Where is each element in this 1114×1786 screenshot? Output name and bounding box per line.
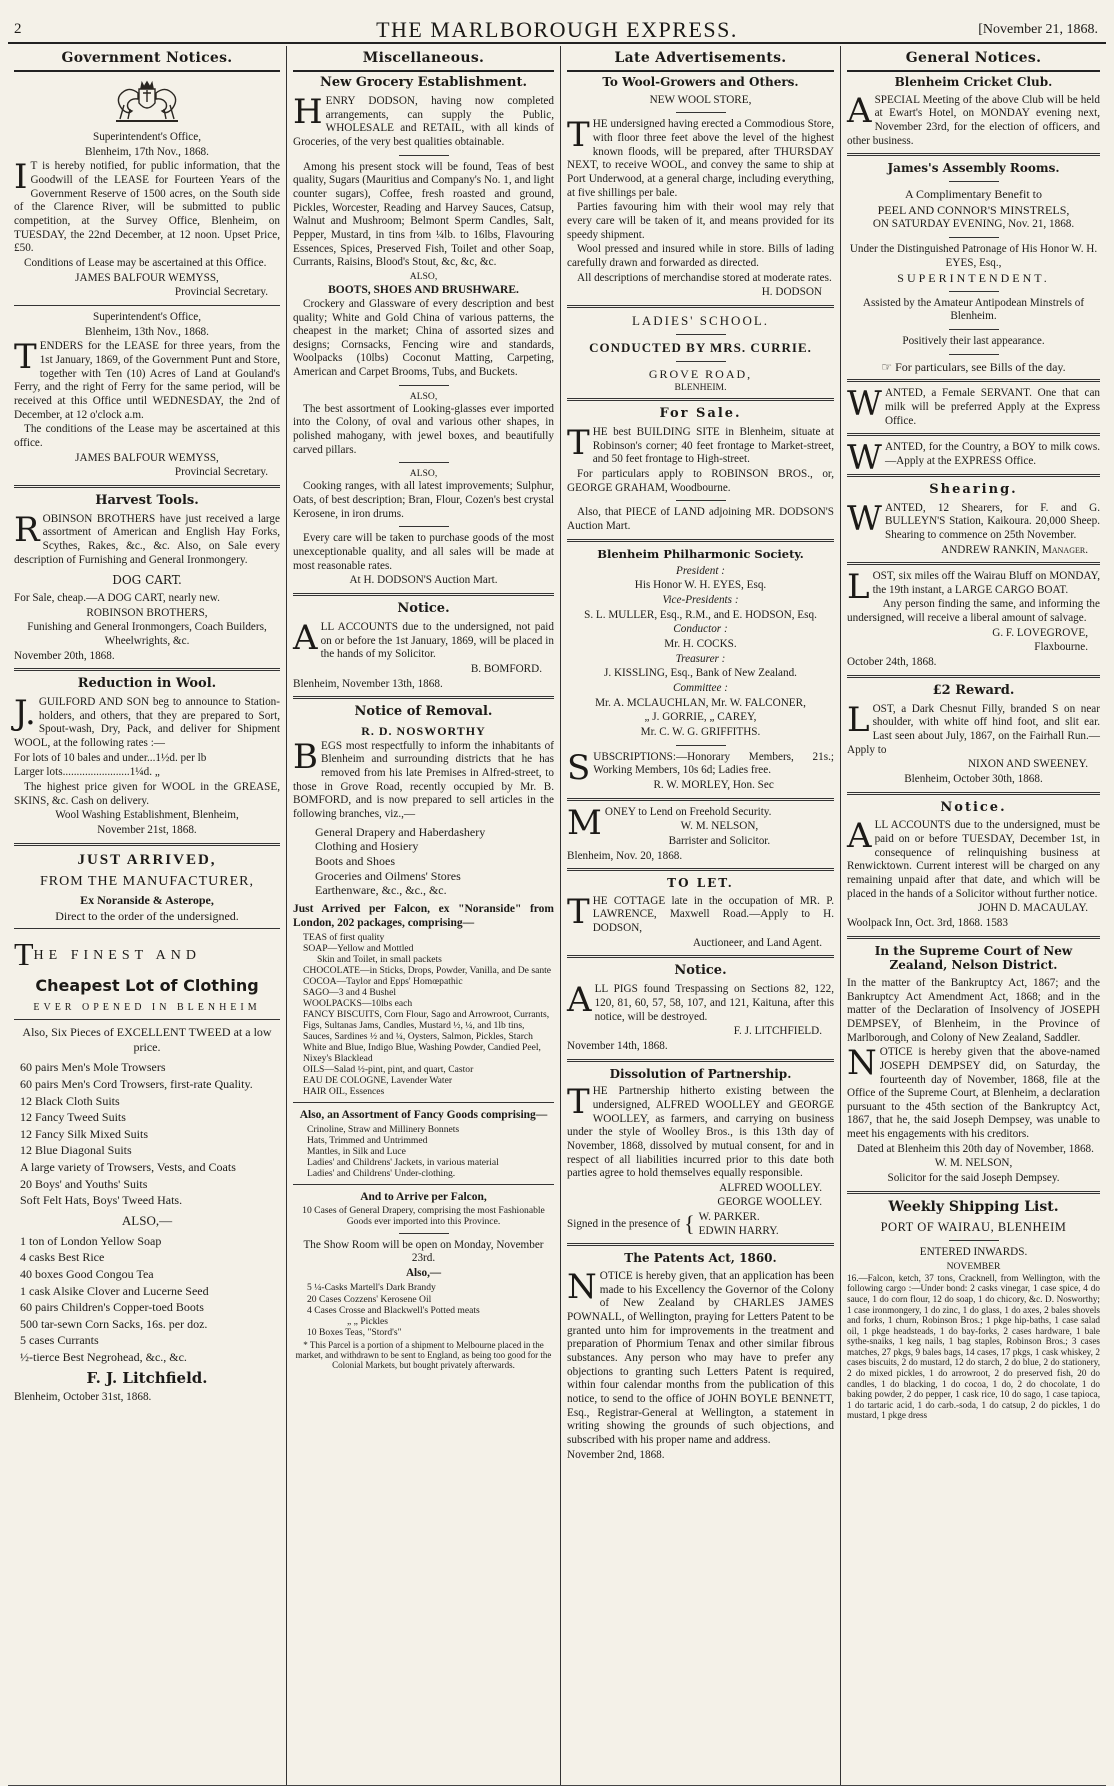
officer-name: Mr. H. COCKS.: [664, 638, 737, 651]
ad-body: Every care will be taken to purchase goods of the most unexceptionable quality, and all sales will be made at most reasonable rates.: [293, 532, 554, 572]
ad-body: Parties favouring him with their wool may rely that every care will be taken of it, and means provided for its speedy shipment.: [567, 201, 834, 241]
ad-body: THE undersigned having erected a Commodious Store, with floor three feet above the level of the highest known floods, will be prepared, after THURSDAY NEXT, to receive WOOL, and convey the same to ship at Port Underwood, at a general charge, including everything, at five shillings per bale.: [567, 115, 834, 199]
ad-reduction-in-wool: [14, 676, 280, 837]
column-heading: Late Advertisements.: [567, 46, 834, 72]
ad-subtitle: NEW WOOL STORE,: [649, 93, 752, 106]
fancy-goods-list: [307, 1124, 554, 1179]
list-item: 5 ¼-Casks Martell's Dark Brandy: [307, 1282, 436, 1294]
ad-body: Direct to the order of the undersigned.: [55, 908, 239, 923]
notice-office: Superintendent's Office,: [92, 310, 202, 323]
ad-signatory: NIXON AND SWEENEY.: [967, 758, 1088, 771]
ad-signatory-detail: Funishing and General Ironmongers, Coach Builders, Wheelwrights, &c.: [27, 621, 267, 647]
ad-body: The best assortment of Looking-glasses ever imported into the Colony, of oval and various other shapes, in polished mahogany, with jewel boxes, and beautifully carved pillars.: [293, 402, 554, 456]
list-item: „ „ Pickles: [347, 1315, 389, 1327]
ad-subtitle: Also, an Assortment of Fancy Goods comprising—: [299, 1109, 548, 1122]
ad-date: November 21st, 1868.: [97, 823, 197, 836]
ad-date: ON SATURDAY EVENING, Nov. 21, 1868.: [872, 218, 1075, 231]
ad-date: October 24th, 1868.: [847, 656, 937, 669]
list-item: 1 ton of London Yellow Soap: [20, 1233, 162, 1248]
notice-signatory-title: Provincial Secretary.: [174, 286, 268, 299]
ad-signatory: B. BOMFORD.: [470, 662, 542, 675]
list-item: Crinoline, Straw and Millinery Bonnets: [307, 1124, 460, 1136]
notice-signatory: JAMES BALFOUR WEMYSS,: [75, 451, 219, 464]
shipping-port: PORT OF WAIRAU, BLENHEIM: [880, 1219, 1067, 1234]
list-item: 4 casks Best Rice: [20, 1250, 105, 1265]
witness-name: EDWIN HARRY.: [698, 1224, 779, 1237]
ad-wanted-boy: [847, 438, 1100, 479]
ad-date: Dated at Blenheim this 20th day of November, 1868.: [857, 1142, 1094, 1155]
ad-date: Blenheim, October 31st, 1868.: [14, 1391, 152, 1404]
gov-notice-tenders: [14, 311, 280, 480]
ad-supreme-court: [847, 944, 1100, 1186]
ad-title: DOG CART.: [112, 573, 182, 588]
ad-notice-macaulay: [847, 800, 1100, 931]
ad-also: ALSO,: [409, 270, 438, 282]
list-item: 12 Fancy Tweed Suits: [20, 1110, 126, 1125]
ad-signatory: G. F. LOVEGROVE,: [992, 626, 1088, 639]
ad-body: For Sale, cheap.—A DOG CART, nearly new.: [14, 591, 220, 604]
list-item: Mantles, in Silk and Luce: [307, 1146, 406, 1158]
ad-body: For particulars apply to ROBINSON BROS., or, GEORGE GRAHAM, Woodbourne.: [567, 468, 834, 494]
ad-signatory: W. M. NELSON,: [934, 1157, 1013, 1170]
ad-lost-cargo-boat: [847, 567, 1100, 670]
notice-body: I T is hereby notified, for public information, that the Goodwill of the LEASE for Fourteen Years of the Government Reserve of 1500 acres, on the South side of the Clarence River, will be submitted to public competition, at the Survey Office, Blenheim, on TUESDAY, the 22nd December, at 12 noon. Upset Price, £50.: [14, 157, 280, 255]
list-item: 40 boxes Good Congou Tea: [20, 1266, 154, 1281]
ad-title: LADIES' SCHOOL.: [631, 312, 770, 328]
notice-office: Superintendent's Office,: [92, 131, 202, 144]
list-item: A large variety of Trowsers, Vests, and Coats: [20, 1160, 236, 1174]
ad-body: NOTICE is hereby given that the above-named JOSEPH DEMPSEY did, on Saturday, the fourteenth day of November, 1868, file at the Office of the Supreme Court, at Blenheim, a declaration pursuant to the 45th section of the Bankruptcy Act, 1867, that he, the said Joseph Dempsey, was unable to meet his engagements with his creditors.: [847, 1043, 1100, 1141]
ad-date: November 2nd, 1868.: [567, 1448, 665, 1461]
ad-body: ROBINSON BROTHERS have just received a large assortment of American and English Hay Forks, Scythes, Rakes, &c., &c. Also, on Sale every description of Furnishing and General Ironmongery.: [14, 509, 280, 566]
list-item: 12 Blue Diagonal Suits: [20, 1143, 132, 1158]
list-item: 60 pairs Men's Mole Trowsers: [20, 1060, 166, 1075]
ad-title: In the Supreme Court of New Zealand, Nelson District.: [874, 943, 1073, 973]
list-item: 4 Cases Crosse and Blackwell's Potted meats: [307, 1304, 480, 1316]
ad-body: HENRY DODSON, having now completed arrangements, can supply the Public, WHOLESALE and RETAIL, with all kinds of Groceries, of the very best qualities obtainable.: [293, 91, 554, 148]
ad-body: BEGS most respectfully to inform the inhabitants of Blenheim and surrounding districts that he has removed from his late Premises in Alfred-street, to those in Grove Road, recently occupied by Mr. B. BOMFORD, and is now prepared to sell articles in the following branches, viz.,—: [293, 736, 554, 820]
ad-title: James's Assembly Rooms.: [887, 161, 1060, 176]
notice-date: Blenheim, 17th Nov., 1868.: [85, 145, 209, 158]
ad-body: Among his present stock will be found, Teas of best quality, Sugars (Mauritius and Company's No. 1, and light counter sugars), Coffee, fresh roasted and ground, Pickles, Worcester, Reading and Harvey Sauces, Catsup, Walnut and Mushroom; Belmont Sperm Candles, Salt, Pepper, Mustard, in tins from ¼lb. to 16lbs, Flavouring Essences, Spices, Preserved Fish, Toilet and other Soap, Currants, Raisins, Blood's Stout, &c, &c, &c.: [293, 160, 554, 269]
ad-date: Woolpack Inn, Oct. 3rd, 1868. 1583: [847, 917, 1008, 929]
ad-title: JUST ARRIVED,: [77, 851, 217, 868]
notice-conditions: Conditions of Lease may be ascertained at this Office.: [24, 256, 267, 269]
ad-subtitle: BOOTS, SHOES AND BRUSHWARE.: [328, 283, 519, 296]
witness-label: Signed in the presence of: [567, 1217, 681, 1230]
ad-title: £2 Reward.: [932, 682, 1015, 698]
officer-role: Treasurer :: [675, 652, 726, 665]
ad-signatory: W. M. NELSON,: [680, 820, 759, 833]
ad-title: Notice.: [397, 601, 450, 617]
ad-body: ALL ACCOUNTS due to the undersigned, not paid on or before the 1st January, 1869, will be placed in the hands of my Solicitor.: [293, 617, 554, 661]
column-miscellaneous: [286, 46, 560, 1785]
list-item: 5 cases Currants: [20, 1333, 99, 1348]
ad-title: Weekly Shipping List.: [888, 1198, 1059, 1215]
list-item: FANCY BISCUITS, Corn Flour, Sago and Arrowroot, Currants, Figs, Sultanas Jams, Candles, Mustard ½, ¼, and 1lb tins, Sauces, Sardines ½ and ¼, Oysters, Salmon, Pickles, Starch White and Blue, Indigo Blue, Washing Powder, Candied Peel, Nixey's Blacklead: [303, 1009, 550, 1065]
ad-headline: Cheapest Lot of Clothing: [35, 976, 259, 996]
ad-signatory: Wool Washing Establishment, Blenheim,: [55, 809, 239, 822]
ad-patents-act: [567, 1251, 834, 1462]
list-item: OILS—Salad ½-pint, pint, and quart, Castor: [303, 1064, 474, 1076]
ad-body: LOST, six miles off the Wairau Bluff on MONDAY, the 19th instant, a LARGE CARGO BOAT.: [847, 567, 1100, 608]
ad-cricket-club: [847, 75, 1100, 148]
ad-for-sale: [567, 406, 834, 533]
ad-subtitle: Just Arrived per Falcon, ex "Noranside" from London, 202 packages, comprising—: [293, 902, 554, 929]
ad-body: J. GUILFORD AND SON beg to announce to Station-holders, and others, that they are prepared to Sort, Spout-wash, Dry, Pack, and deliver for Shipment WOOL, at the following rates :—: [14, 693, 280, 750]
column-general-notices: [840, 46, 1106, 1785]
officer-name: J. KISSLING, Esq., Bank of New Zealand.: [604, 667, 797, 680]
gov-notice-lease: [14, 131, 280, 300]
list-item: 10 Boxes Teas, "Stord's": [307, 1326, 402, 1338]
spirits-list: [307, 1282, 554, 1337]
ad-body: THE Partnership hitherto existing between the undersigned, ALFRED WOOLLEY and GEORGE WOOLLEY, as farmers, and carrying on business under the style of Woolley Bros., is this 13th day of November, 1868, dissolved by mutual consent, for and in respect of all liabilities incurred prior to this date both parties agree to hold themselves equally responsible.: [567, 1082, 834, 1180]
ad-reward: [847, 683, 1100, 787]
ad-grocery-establishment: [293, 75, 554, 588]
ad-body: Cooking ranges, with all latest improvements; Sulphur, Oats, of best description; Bran, Flour, Cozen's best crystal Kerosene, in iron drums.: [293, 480, 554, 520]
ad-body: Also, Six Pieces of EXCELLENT TWEED at a low price.: [22, 1025, 272, 1054]
officer-name: S. L. MULLER, Esq., R.M., and E. HODSON, Esq.: [584, 608, 817, 621]
ad-subtitle: R. D. NOSWORTHY: [361, 724, 486, 739]
ad-body: Any person finding the same, and informing the undersigned, will receive a liberal amount of salvage.: [847, 598, 1100, 625]
masthead: [8, 14, 1106, 44]
ad-just-arrived: [14, 851, 280, 1405]
column-late-advertisements: [560, 46, 840, 1785]
ad-body: Positively their last appearance.: [902, 335, 1045, 348]
ad-date: November 20th, 1868.: [14, 649, 115, 662]
ad-also: ALSO,—: [121, 1212, 173, 1228]
list-item: Hats, Trimmed and Untrimmed: [307, 1135, 428, 1147]
list-item: ½-tierce Best Negrohead, &c., &c.: [20, 1350, 187, 1365]
ad-address: GROVE ROAD,: [648, 366, 753, 381]
ad-signatory: Auctioneer, and Land Agent.: [692, 936, 822, 949]
column-heading: Government Notices.: [14, 46, 280, 72]
ad-body: Also, that PIECE of LAND adjoining MR. DODSON'S Auction Mart.: [567, 506, 834, 533]
list-item: WOOLPACKS—10lbs each: [303, 997, 413, 1009]
ad-address: BLENHEIM.: [674, 382, 727, 394]
ad-title: Notice.: [940, 799, 1007, 815]
ad-body: MONEY to Lend on Freehold Security.: [567, 802, 772, 843]
ad-body: WANTED, 12 Shearers, for F. and G. BULLEYN'S Station, Kaikoura. 20,000 Sheep. Shearing to commence on 25th November.: [847, 498, 1100, 541]
ad-signatory-place: Flaxbourne.: [1034, 641, 1088, 654]
list-item: Ladies' and Childrens' Under-clothing.: [307, 1168, 456, 1180]
list-item: SAGO—3 and 4 Bushel: [303, 986, 397, 998]
ad-signatory: R. W. MORLEY, Hon. Sec: [653, 778, 774, 791]
ad-signatory: At H. DODSON'S Auction Mart.: [349, 574, 498, 587]
list-item: HAIR OIL, Essences: [303, 1086, 385, 1098]
ad-body: THE best BUILDING SITE in Blenheim, situate at Robinson's corner; 40 feet frontage to Market-street, and 50 feet frontage to High-street.: [567, 423, 834, 466]
shipping-section: ENTERED INWARDS.: [919, 1246, 1028, 1259]
issue-date: [November 21, 1868.: [978, 22, 1098, 37]
ad-title: For Sale.: [659, 406, 742, 422]
ad-body: SUPERINTENDENT.: [897, 271, 1050, 286]
list-item: Groceries and Oilmens' Stores: [315, 868, 461, 883]
list-item: Clothing and Hosiery: [315, 839, 419, 854]
shipping-entry: 16.—Falcon, ketch, 37 tons, Cracknell, from Wellington, with the following cargo :—Under bond: 2 casks vinegar, 1 case spice, 4 do sauce, 1 do corn flour, 12 do soap, 1 do chicory, &c. D. Nosworthy; 1 case ironmongery, 1 do zinc, 1 do glass, 1 do axes, 2 bales shovels and forks, 1 churn, Robinson Bros.; 1 pkge hip-baths, 1 case salad oil, 1 pkge headsteads, 1 do bay-forks, 2 cases hardware, 1 bale sythe-snaiks, 1 keg nails, 1 bag staples, Robinson Bros.; 3 cases matches, 27 pkgs, 9 bales bags, 14 cases, 17 pkgs, 1 cask whiskey, 2 cases biscuits, 2 do mustard, 12 do starch, 2 do blue, 2 do stationery, 2 do mixed pickles, 1 do arrowroot, 2 do preserved fish, 20 do candles, 1 do blacking, 1 do cocoa, 1 do, 2 do chocolate, 1 do baking powder, 2 do pepper, 1 cask rice, 10 do sago, 1 case tapioca, 1 do tartaric acid, 1 do carb.-soda, 1 do catsup, 2 do pickles, 1 do mustard, 1 pkge dress: [847, 1272, 1100, 1421]
ad-body: LOST, a Dark Chesnut Filly, branded S on near shoulder, with white off hind foot, and slit ear. Last seen about July, 1867, on the Fairhall Run.—Apply to: [847, 699, 1100, 756]
ad-philharmonic-society: [567, 547, 834, 793]
ad-body: ALL ACCOUNTS due to the undersigned, must be paid on or before TUESDAY, December 1st, in consequence of relinquishing business at Renwicktown. Current interest will be charged on any remaining unpaid after that date, and which will be placed in the hands of a Solicitor without further notice.: [847, 816, 1100, 900]
ad-wool-growers: [567, 75, 834, 300]
ad-body: The Show Room will be open on Monday, November 23rd.: [303, 1238, 544, 1265]
ad-body: Wool pressed and insured while in store. Bills of lading carefully drawn and forwarded as directed.: [567, 243, 834, 269]
ad-signatory: F. J. LITCHFIELD.: [733, 1025, 822, 1038]
ad-title: Blenheim Cricket Club.: [894, 75, 1053, 90]
wool-rate: For lots of 10 bales and under...1½d. per lb: [14, 751, 207, 764]
ad-also: ALSO,: [409, 468, 438, 480]
notice-date: Blenheim, 13th Nov., 1868.: [85, 325, 209, 338]
newspaper-title: THE MARLBOROUGH EXPRESS.: [376, 17, 738, 42]
falcon-goods-list: [303, 932, 554, 1097]
officer-name: His Honor W. H. EYES, Esq.: [634, 579, 767, 592]
ad-title: New Grocery Establishment.: [319, 75, 527, 91]
ad-title: Dissolution of Partnership.: [609, 1066, 792, 1081]
list-item: 20 Cases Cozzens' Kerosene Oil: [307, 1293, 432, 1305]
list-item: 60 pairs Men's Cord Trowsers, first-rate Quality.: [20, 1076, 253, 1091]
clothing-list: [14, 1060, 280, 1208]
ad-date: Blenheim, November 13th, 1868.: [293, 677, 443, 690]
list-item: Soft Felt Hats, Boys' Tweed Hats.: [20, 1193, 183, 1208]
witness-block: Signed in the presence of { W. PARKER. EDWIN HARRY.: [567, 1211, 779, 1237]
list-item: 1 cask Alsike Clover and Lucerne Seed: [20, 1283, 209, 1298]
ad-signatory: JOHN D. MACAULAY.: [977, 902, 1088, 915]
list-item: TEAS of first quality: [303, 931, 385, 943]
ad-body: Under the Distinguished Patronage of His Honor W. H. EYES, Esq.,: [849, 242, 1098, 269]
ad-title: To Wool-Growers and Others.: [602, 75, 799, 90]
ad-subtitle: FROM THE MANUFACTURER,: [39, 873, 254, 889]
ad-body: All descriptions of merchandise stored at moderate rates.: [577, 271, 832, 284]
notice-signatory-title: Provincial Secretary.: [174, 466, 268, 479]
ad-title: The Patents Act, 1860.: [624, 1251, 777, 1266]
ad-subtitle: PEEL AND CONNOR'S MINSTRELS,: [877, 202, 1070, 217]
ad-date: November 14th, 1868.: [567, 1039, 668, 1052]
list-item: 500 tar-sewn Corn Sacks, 16s. per doz.: [20, 1316, 208, 1331]
ad-notice-bomford: [293, 601, 554, 691]
ad-body: A Complimentary Benefit to: [905, 186, 1042, 201]
ad-title: TO LET.: [667, 876, 734, 891]
ad-title: Harvest Tools.: [95, 492, 199, 508]
officer-name: „ J. GORRIE, „ CAREY,: [644, 711, 757, 724]
column-heading: Miscellaneous.: [293, 46, 554, 72]
notice-body: TENDERS for the LEASE for three years, from the 1st January, 1869, of the Government Punt and Store, together with Ten (10) Acres of Land at Gouland's Ferry, and the right of Ferry for the same period, will be received at this Office until WEDNESDAY, the 2nd of December, at 12 o'clock a.m.: [14, 337, 280, 421]
page-number: 2: [14, 21, 22, 37]
ad-subtitle: CONDUCTED BY MRS. CURRIE.: [589, 339, 812, 355]
ad-subheadline: EVER OPENED IN BLENHEIM: [33, 1001, 261, 1013]
ad-wanted-servant: [847, 384, 1100, 428]
officer-role: President :: [676, 564, 725, 577]
list-item: CHOCOLATE—in Sticks, Drops, Powder, Vanilla, and De sante: [303, 964, 552, 976]
ad-finest: THE FINEST AND: [14, 936, 201, 973]
witness-name: W. PARKER.: [698, 1211, 760, 1224]
goods-list: [14, 1234, 280, 1365]
ad-body: NOTICE is hereby given, that an application has been made to his Excellency the Governor of the Colony of New Zealand by CHARLES JAMES POWNALL, of Wellington, praying for Letters Patent to be granted unto him for improvements in the treatment and preparation of Phormium Tenax and other similar fibrous substances. Any person who may have to prefer any objections to granting such Letters Patent is required, within four calendar months from the publication of this notice, to send to the office of JOHN BOYLE BENNETT, Esq., Registrar-General at Wellington, a statement in writing showing the grounds of such objections, and subscribed with his proper name and address.: [567, 1267, 834, 1446]
ad-also: ALSO,: [409, 390, 438, 402]
officer-role: Conductor :: [673, 623, 728, 636]
ad-title: Notice of Removal.: [354, 704, 493, 720]
ad-subtitle: And to Arrive per Falcon,: [360, 1191, 487, 1204]
ad-body: Crockery and Glassware of every description and best quality; White and Gold China of various patterns, the cheapest in the market; China of assorted sizes and designs; Cornsacks, Fencing wire and standards, Woolpacks (10lbs) Coconut Matting, Carpeting, American and Carpet Brooms, Tubs, and Buckets.: [293, 297, 554, 379]
ad-money-to-lend: [567, 802, 834, 864]
shipping-month: NOVEMBER: [946, 1260, 1001, 1272]
ad-body: ALL PIGS found Trespassing on Sections 82, 122, 120, 81, 60, 57, 58, 107, and 121, Kaituna, after this notice, will be destroyed.: [567, 980, 834, 1023]
ad-title: Shearing.: [929, 481, 1018, 497]
ad-also: Also,—: [405, 1266, 442, 1279]
ad-body: WANTED, for the Country, a BOY to milk cows.—Apply at the EXPRESS Office.: [847, 438, 1100, 479]
list-item: EAU DE COLOGNE, Lavender Water: [303, 1075, 453, 1087]
ad-pigs-notice: [567, 963, 834, 1053]
ad-signatory: ALFRED WOOLLEY.: [719, 1181, 822, 1194]
ad-assembly-rooms: [847, 161, 1100, 374]
ad-body: The highest price given for WOOL in the GREASE, SKINS, &c. Cash on delivery.: [14, 781, 280, 807]
list-item: 20 Boys' and Youths' Suits: [20, 1176, 148, 1191]
ad-signature: F. J. Litchfield.: [86, 1368, 208, 1387]
ad-signatory: GEORGE WOOLLEY.: [717, 1196, 822, 1209]
list-item: SOAP—Yellow and Mottled: [303, 942, 414, 954]
ad-body: SUBSCRIPTIONS:—Honorary Members, 21s.; Working Members, 10s 6d; Ladies free.: [567, 747, 834, 788]
ad-body: In the matter of the Bankruptcy Act, 1867; and the Bankruptcy Act Amendment Act, 1868; and in the matter of the Declaration of Insolvency of JOSEPH DEMPSEY, of Blenheim, in the Province of Marlborough, and Colony of New Zealand, Saddler.: [847, 976, 1100, 1044]
ad-signatory-title: Barrister and Solicitor.: [668, 834, 771, 847]
notice-conditions: The conditions of the Lease may be ascertained at this office.: [14, 423, 280, 449]
ad-ship-names: Ex Noranside & Asterope,: [80, 893, 214, 908]
list-item: 12 Fancy Silk Mixed Suits: [20, 1126, 149, 1141]
list-item: Earthenware, &c., &c., &c.: [315, 883, 447, 898]
ad-title: Notice.: [674, 963, 727, 979]
ad-title: Reduction in Wool.: [77, 676, 217, 692]
ad-signatory: H. DODSON: [761, 286, 822, 299]
ad-body: THE COTTAGE late in the occupation of MR. P. LAWRENCE, Maxwell Road.—Apply to H. DODSON,: [567, 891, 834, 935]
list-item: 12 Black Cloth Suits: [20, 1093, 120, 1108]
list-item: General Drapery and Haberdashery: [315, 824, 486, 839]
column-government-notices: [8, 46, 286, 1785]
officer-name: Mr. C. W. G. GRIFFITHS.: [640, 725, 761, 738]
ad-harvest-tools: [14, 493, 280, 663]
branch-list: [315, 825, 554, 898]
shipping-list: [847, 1199, 1100, 1421]
ad-ladies-school: [567, 313, 834, 393]
ad-dissolution-of-partnership: [567, 1067, 834, 1239]
ad-body: WANTED, a Female SERVANT. One that can milk will be preferred Apply at the Express Office.: [847, 384, 1100, 427]
ad-signatory: ROBINSON BROTHERS,: [86, 606, 208, 619]
list-item: Skin and Toilet, in small packets: [317, 953, 442, 965]
ad-date: Blenheim, October 30th, 1868.: [904, 772, 1043, 785]
ad-to-let: [567, 876, 834, 950]
list-item: Boots and Shoes: [315, 853, 396, 868]
officer-name: Mr. A. MCLAUCHLAN, Mr. W. FALCONER,: [595, 696, 806, 709]
notice-signatory: JAMES BALFOUR WEMYSS,: [75, 271, 219, 284]
ad-title: Blenheim Philharmonic Society.: [597, 546, 804, 561]
ad-body: ASPECIAL Meeting of the above Club will be held at Ewart's Hotel, on MONDAY evening next, November 23rd, for the election of officers, and other business.: [847, 90, 1100, 147]
column-heading: General Notices.: [847, 46, 1100, 72]
ad-notice-of-removal: [293, 704, 554, 1370]
ad-body: 10 Cases of General Drapery, comprising the most Fashionable Goods ever imported into this Province.: [302, 1205, 545, 1228]
ad-body: Assisted by the Amateur Antipodean Minstrels of Blenheim.: [862, 296, 1085, 323]
list-item: COCOA—Taylor and Epps' Homœpathic: [303, 975, 463, 987]
royal-coat-of-arms-icon: [102, 75, 192, 127]
ad-date: Blenheim, Nov. 20, 1868.: [567, 849, 683, 862]
wool-rate: Larger lots........................1¼d. „: [14, 766, 160, 779]
list-item: 60 pairs Children's Copper-toed Boots: [20, 1300, 204, 1315]
list-item: Ladies' and Childrens' Jackets, in various material: [307, 1157, 499, 1169]
ad-footnote: * This Parcel is a portion of a shipment to Melbourne placed in the market, and withdrawn to be sent to England, as being too good for the Colonial Markets, but bought privately afterwards.: [295, 1339, 552, 1371]
officer-role: Committee :: [673, 681, 728, 694]
ad-body: ☞ For particulars, see Bills of the day.: [881, 359, 1066, 374]
ad-signatory: ANDREW RANKIN, Manager.: [941, 543, 1088, 556]
ad-shearing: [847, 482, 1100, 557]
officer-role: Vice-Presidents :: [662, 594, 739, 607]
ad-signatory-title: Solicitor for the said Joseph Dempsey.: [887, 1172, 1060, 1185]
